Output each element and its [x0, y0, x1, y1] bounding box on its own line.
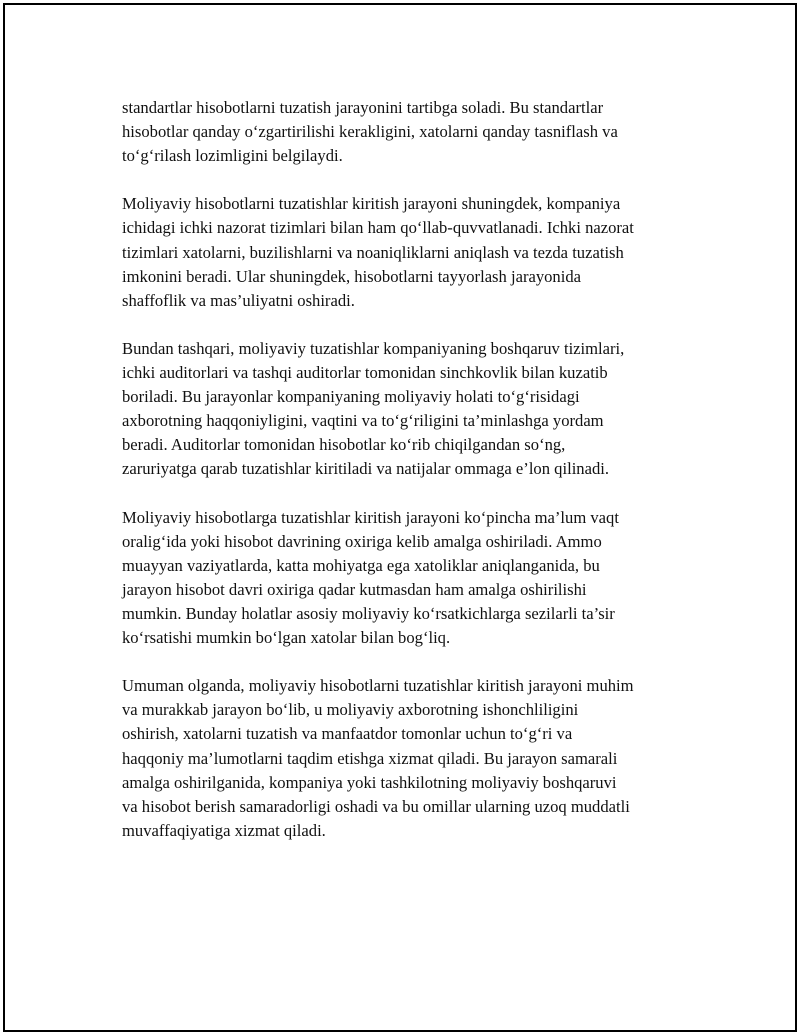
paragraph-1: [122, 96, 697, 168]
text-line: haqqoniy ma’lumotlarni taqdim etishga xizmat qiladi. Bu jarayon samarali: [122, 748, 618, 768]
text-line: Moliyaviy hisobotlarga tuzatishlar kiritish jarayoni ko‘pincha ma’lum vaqt: [122, 507, 619, 527]
text-line: va murakkab jarayon bo‘lib, u moliyaviy axborotning ishonchliligini: [122, 700, 579, 720]
paragraph-4: [122, 506, 697, 651]
text-line: jarayon hisobot davri oxiriga qadar kutmasdan ham amalga oshirilishi: [122, 579, 587, 599]
text-line: standartlar hisobotlarni tuzatish jarayonini tartibga soladi. Bu standartlar: [122, 98, 604, 117]
document-body: [122, 96, 697, 867]
text-line: shaffoflik va mas’uliyatni oshiradi.: [122, 290, 355, 310]
text-line: ichidagi ichki nazorat tizimlari bilan ham qo‘llab-quvvatlanadi. Ichki nazorat: [122, 218, 634, 238]
text-line: boriladi. Bu jarayonlar kompaniyaning moliyaviy holati to‘g‘risidagi: [122, 387, 580, 407]
text-line: ichki auditorlari va tashqi auditorlar tomonidan sinchkovlik bilan kuzatib: [122, 363, 608, 383]
page-border: [3, 3, 797, 1032]
text-line: imkonini beradi. Ular shuningdek, hisobotlarni tayyorlash jarayonida: [122, 266, 581, 286]
text-line: Bundan tashqari, moliyaviy tuzatishlar kompaniyaning boshqaruv tizimlari,: [122, 338, 625, 358]
text-line: to‘g‘rilash lozimligini belgilaydi.: [122, 146, 343, 166]
text-line: Moliyaviy hisobotlarni tuzatishlar kiritish jarayoni shuningdek, kompaniya: [122, 194, 621, 214]
text-line: mumkin. Bunday holatlar asosiy moliyaviy ko‘rsatkichlarga sezilarli ta’sir: [122, 603, 615, 623]
text-line: Umuman olganda, moliyaviy hisobotlarni tuzatishlar kiritish jarayoni muhim: [122, 676, 634, 696]
text-line: oralig‘ida yoki hisobot davrining oxiriga kelib amalga oshiriladi. Ammo: [122, 531, 602, 551]
paragraph-5: [122, 674, 697, 843]
text-line: va hisobot berish samaradorligi oshadi va bu omillar ularning uzoq muddatli: [122, 796, 630, 816]
text-line: zaruriyatga qarab tuzatishlar kiritiladi va natijalar ommaga e’lon qilinadi.: [122, 459, 610, 479]
text-line: ko‘rsatishi mumkin bo‘lgan xatolar bilan bog‘liq.: [122, 628, 451, 648]
text-line: muvaffaqiyatiga xizmat qiladi.: [122, 820, 326, 840]
paragraph-2: [122, 192, 697, 312]
text-line: beradi. Auditorlar tomonidan hisobotlar ko‘rib chiqilgandan so‘ng,: [122, 435, 566, 455]
text-line: oshirish, xatolarni tuzatish va manfaatdor tomonlar uchun to‘g‘ri va: [122, 724, 573, 744]
text-line: axborotning haqqoniyligini, vaqtini va to‘g‘riligini ta’minlashga yordam: [122, 411, 604, 431]
text-line: muayyan vaziyatlarda, katta mohiyatga ega xatoliklar aniqlanganida, bu: [122, 555, 600, 575]
text-line: tizimlari xatolarni, buzilishlarni va noaniqliklarni aniqlash va tezda tuzatish: [122, 242, 624, 262]
paragraph-3: [122, 337, 697, 482]
text-line: hisobotlar qanday o‘zgartirilishi kerakligini, xatolarni qanday tasniflash va: [122, 122, 618, 142]
text-line: amalga oshirilganida, kompaniya yoki tashkilotning moliyaviy boshqaruvi: [122, 772, 617, 792]
